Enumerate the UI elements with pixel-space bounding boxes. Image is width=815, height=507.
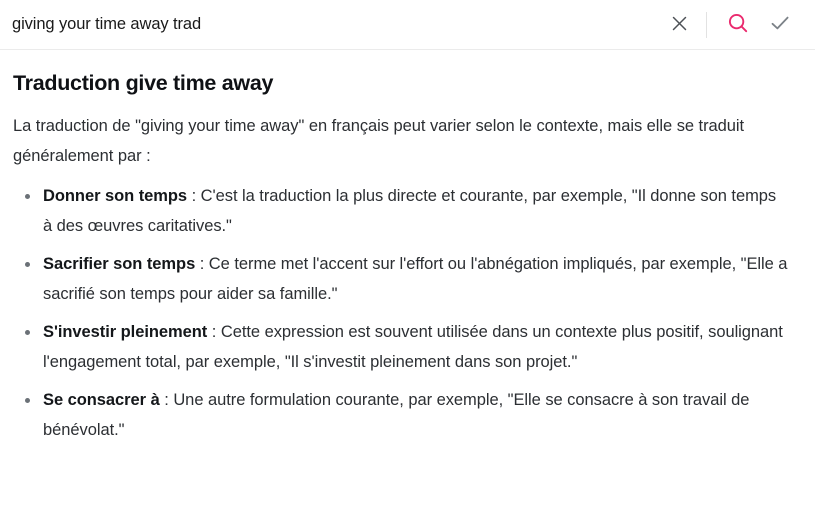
search-icon (727, 12, 749, 37)
translation-list (13, 181, 789, 445)
list-item-text: : Une autre formulation courante, par exemple, "Elle se consacre à son travail de bénévolat." (43, 391, 750, 440)
check-icon (769, 12, 791, 37)
list-item (13, 181, 789, 241)
close-icon (670, 14, 689, 36)
list-item (13, 385, 789, 445)
search-button[interactable] (717, 4, 759, 46)
search-bar (0, 0, 815, 50)
search-bar-actions (658, 4, 801, 46)
result-intro: La traduction de "giving your time away" en français peut varier selon le contexte, mais elle se traduit généralement par : (13, 116, 745, 165)
list-item-term: Donner son temps (43, 186, 188, 205)
search-input[interactable] (12, 11, 658, 39)
list-item-term: Se consacrer à (43, 391, 160, 409)
result-content (0, 50, 815, 445)
list-item-text: : Ce terme met l'accent sur l'effort ou l'abnégation impliqués, par exemple, "Elle a sacrifié son temps pour aider sa famille." (43, 254, 788, 303)
list-item-term: Sacrifier son temps (43, 254, 196, 273)
list-item-text: : C'est la traduction la plus directe et courante, par exemple, "Il donne son temps à des œuvres caritatives." (43, 186, 777, 235)
toolbar-divider (706, 12, 707, 38)
page-title: Traduction give time away (13, 71, 274, 95)
list-item-text: : Cette expression est souvent utilisée dans un contexte plus positif, soulignant l'engagement total, par exemple, "Il s'investit pleinement dans son projet." (43, 322, 783, 371)
list-item (13, 249, 789, 309)
submit-button[interactable] (759, 4, 801, 46)
list-item (13, 317, 789, 377)
clear-search-button[interactable] (658, 4, 700, 46)
list-item-term: S'investir pleinement (43, 322, 208, 341)
